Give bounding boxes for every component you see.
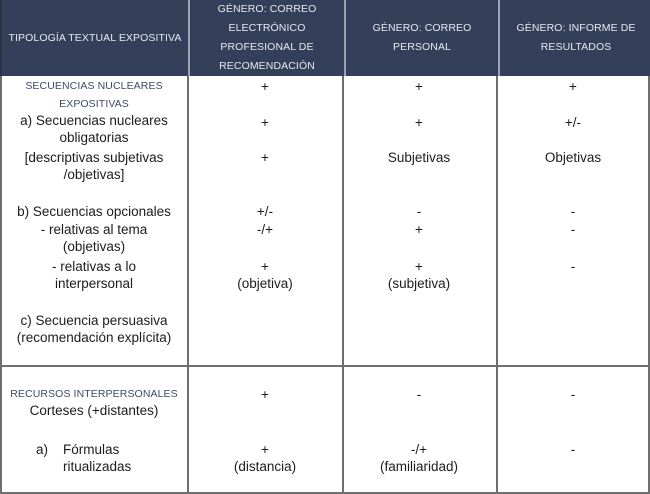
cell-value-line: -	[570, 442, 576, 457]
cell-value	[496, 441, 650, 458]
row-label-line: ritualizadas	[63, 459, 132, 474]
cell-value-line: (distancia)	[233, 459, 297, 474]
row-label-line: Fórmulas	[63, 442, 120, 457]
header-typology	[2, 0, 188, 76]
cell-value: -	[416, 204, 422, 219]
row-label	[0, 203, 188, 220]
section-title-line: EXPOSITIVAS	[59, 98, 129, 110]
row-label-line: c) Secuencia persuasiva	[20, 313, 168, 328]
row-label	[0, 149, 188, 183]
row-label-line: (recomendación explícita)	[16, 330, 172, 345]
row-label-line: (objetivas)	[62, 239, 126, 254]
header-line: ELECTRÓNICO	[228, 22, 306, 34]
cell-value-line: -/+	[410, 442, 428, 457]
row-label-line: /objetivas]	[63, 167, 125, 182]
header-line: GÉNERO: CORREO	[217, 3, 317, 15]
cell-value: -	[570, 222, 576, 237]
cell-value: -	[570, 204, 576, 219]
cell-value-line: (objetiva)	[237, 276, 293, 291]
cell-value	[496, 258, 650, 275]
cell-value: +	[415, 79, 423, 94]
row-label-line: Corteses (+distantes)	[29, 403, 159, 418]
row-marker: a)	[36, 442, 49, 457]
header-line: PERSONAL	[393, 41, 451, 53]
cell-value: -	[416, 387, 422, 402]
cell-value: -/+	[256, 222, 274, 237]
section-divider	[0, 365, 650, 367]
row-label-line: a) Secuencias nucleares	[20, 113, 168, 128]
header-line: GÉNERO: CORREO	[372, 22, 472, 34]
row-label	[0, 258, 188, 292]
cell-value: -	[570, 387, 576, 402]
cell-value	[342, 258, 496, 292]
row-label-line: [descriptivas subjetivas	[24, 150, 164, 165]
cell-value-line: -	[570, 259, 576, 274]
cell-value: +/-	[256, 204, 274, 219]
cell-value	[188, 258, 342, 292]
cell-value-line: +	[261, 442, 269, 457]
cell-value: +	[261, 387, 269, 402]
header-line: PROFESIONAL DE	[220, 41, 314, 53]
section-title-line: SECUENCIAS NUCLEARES	[25, 80, 163, 92]
header-genre-personal-email	[346, 0, 498, 76]
cell-value-line: +	[415, 259, 423, 274]
cell-value: +	[261, 150, 269, 165]
header-genre-professional-email	[190, 0, 344, 76]
row-label	[0, 112, 188, 146]
cell-value-line: (familiaridad)	[379, 459, 459, 474]
cell-value: Objetivas	[544, 150, 602, 165]
row-label-line: - relativas al tema	[40, 222, 148, 237]
cell-value: Subjetivas	[387, 150, 451, 165]
cell-value: +	[415, 222, 423, 237]
section-title: RECURSOS INTERPERSONALES	[10, 388, 178, 400]
cell-value: +/-	[564, 115, 582, 130]
cell-value: +	[261, 115, 269, 130]
cell-value	[342, 441, 496, 475]
row-label-line: interpersonal	[54, 276, 134, 291]
header-line: RECOMENDACIÓN	[219, 60, 315, 72]
cell-value	[188, 441, 342, 475]
row-label-line: - relativas a lo	[51, 259, 137, 274]
header-line: GÉNERO: INFORME DE	[516, 22, 636, 34]
row-label	[0, 221, 188, 255]
row-label	[0, 312, 188, 346]
cell-value-line: +	[261, 259, 269, 274]
section-title	[0, 77, 188, 113]
row-label-line: b) Secuencias opcionales	[17, 204, 171, 219]
cell-value: +	[261, 79, 269, 94]
row-label	[0, 402, 188, 419]
header-typology-label: TIPOLOGÍA TEXTUAL EXPOSITIVA	[8, 31, 182, 44]
header-line: RESULTADOS	[540, 41, 612, 53]
cell-value-line: (subjetiva)	[387, 276, 451, 291]
row-label-line: obligatorias	[59, 130, 129, 145]
table-header	[0, 0, 650, 76]
cell-value: +	[569, 79, 577, 94]
cell-value: +	[415, 115, 423, 130]
row-label	[63, 441, 131, 475]
column-divider	[496, 76, 498, 494]
header-genre-results-report	[500, 0, 650, 76]
